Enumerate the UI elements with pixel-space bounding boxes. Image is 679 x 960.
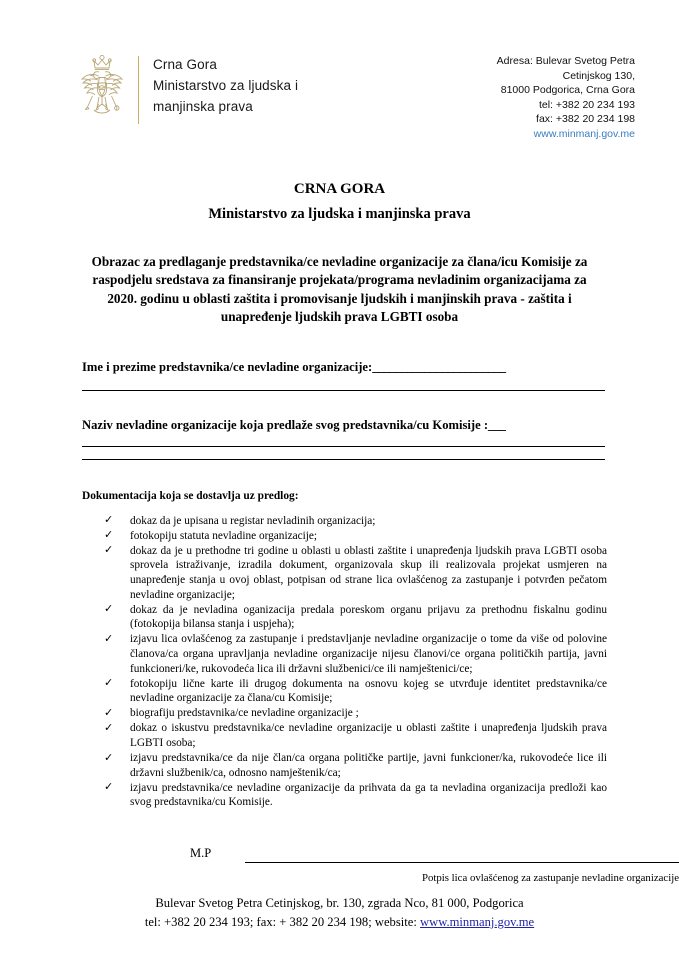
- representative-name-label: Ime i prezime predstavnika/ce nevladine organizacije:_______________________: [82, 359, 506, 374]
- footer-contact-line: [0, 913, 679, 932]
- list-item-text: dokaz da je upisana u registar nevladinih organizacija;: [130, 514, 376, 527]
- form-purpose-statement: Obrazac za predlaganje predstavnika/ce nevladine organizacije za člana/icu Komisije za raspodjelu sredstava za finansiranje projekata/programa nevladinim organizacijama za 2020. godinu u oblasti zaštita i promovisanje ljudskih i manjinskih prava - zaštita i unapređenje ljudskih prava LGBTI osoba: [91, 253, 588, 325]
- signature-area: [0, 844, 679, 898]
- contact-address-block: [497, 52, 635, 142]
- field-representative-name: [82, 359, 605, 391]
- list-item-text: izjavu predstavnika/ce nevladine organizacije da prihvata da ga ta nevladina organizacija predloži kao svog predstavnika/cu Komisije.: [130, 781, 607, 809]
- list-item-text: dokaz o iskustvu predstavnika/ce nevladine organizacije u oblasti zaštite i unapređenja ljudskih prava LGBTI osoba;: [130, 722, 607, 749]
- stamp-placeholder-label: M.P: [190, 845, 212, 860]
- list-item: [104, 721, 607, 750]
- organization-name-input[interactable]: ___: [488, 417, 506, 432]
- signature-line[interactable]: [245, 862, 679, 863]
- list-item-text: biografiju predstavnika/ce nevladine organizacije ;: [130, 707, 359, 720]
- check-icon: ✓: [104, 721, 114, 734]
- montenegro-coat-of-arms-icon: [76, 52, 128, 130]
- documentation-heading: Dokumentacija koja se dostavlja uz predlog:: [82, 489, 299, 502]
- list-item: [104, 751, 607, 780]
- list-item-text: izjavu predstavnika/ce da nije član/ca organa političke partije, javni funkcioner/ka, rukovodeće lice ili državni službenik/ca, odnosno namještenik/ca;: [130, 752, 607, 779]
- list-item-text: dokaz da je nevladina oganizacija predala poreskom organu prijavu za prethodnu fiskalnu godinu (fotokopija bilansa stanja i uspjeha);: [130, 603, 607, 631]
- brand-line-ministry-1: Ministarstvo za ljudska i: [153, 78, 299, 93]
- list-item: [104, 603, 607, 632]
- letterhead: [0, 0, 679, 142]
- footer-address-line: Bulevar Svetog Petra Cetinjskog, br. 130, zgrada Nco, 81 000, Podgorica: [155, 896, 524, 910]
- list-item: [104, 706, 607, 721]
- organization-name-label: Naziv nevladine organizacije koja predlaže svog predstavnika/cu Komisije :___: [82, 417, 506, 432]
- check-icon: ✓: [104, 677, 114, 690]
- check-icon: ✓: [104, 632, 114, 645]
- fax-line: fax: +382 20 234 198: [536, 113, 635, 126]
- header-website-link[interactable]: www.minmanj.gov.me: [533, 127, 635, 140]
- representative-name-input[interactable]: _______________________: [372, 359, 506, 374]
- list-item-text: dokaz da je u prethodne tri godine u oblasti u oblasti zaštite i unapređenja ljudskih prava LGBTI osoba sprovela istraživanje, izradila dokument, organizovala skup ili realizovala projekat usmjeren na unapređenje stanja u ovoj oblast, potpisan od strane lica ovlašćenog za zastupanje i potvrđen pečatom nevladine organizacije;: [130, 544, 607, 601]
- field-organization-name: [82, 417, 605, 460]
- check-icon: ✓: [104, 514, 114, 527]
- list-item: [104, 781, 607, 810]
- page-title-country: CRNA GORA: [293, 180, 386, 197]
- check-icon: ✓: [104, 706, 114, 719]
- address-line-3: 81000 Podgorica, Crna Gora: [500, 84, 635, 97]
- list-item-text: fotokopiju lične karte ili drugog dokumenta na osnovu kojeg se utvrđuje identitet predstavnika/ce nevladine organizacije za člana/cu Komisije;: [130, 677, 607, 705]
- check-icon: ✓: [104, 781, 114, 794]
- address-line-1: Adresa: Bulevar Svetog Petra: [496, 55, 635, 67]
- check-icon: ✓: [104, 544, 114, 557]
- list-item: [104, 677, 607, 706]
- telephone-line: tel: +382 20 234 193: [538, 98, 635, 111]
- list-item: [104, 632, 607, 676]
- list-item: [104, 529, 607, 544]
- page-footer: [0, 894, 679, 932]
- documentation-list: [0, 514, 679, 810]
- brand-divider: [138, 56, 139, 124]
- ministry-brand: [76, 52, 298, 130]
- check-icon: ✓: [104, 751, 114, 764]
- address-line-2: Cetinjskog 130,: [562, 69, 635, 82]
- form-fields: [0, 359, 679, 460]
- check-icon: ✓: [104, 603, 114, 616]
- footer-website-link[interactable]: www.minmanj.gov.me: [420, 915, 535, 929]
- list-item: [104, 514, 607, 529]
- representative-name-rule[interactable]: [82, 390, 605, 391]
- organization-name-rule-2[interactable]: [82, 459, 605, 460]
- signature-caption: Potpis lica ovlašćenog za zastupanje nevladine organizacije: [421, 871, 679, 884]
- brand-line-country: Crna Gora: [153, 57, 217, 72]
- check-icon: ✓: [104, 529, 114, 542]
- brand-line-ministry-2: manjinska prava: [153, 99, 253, 114]
- organization-name-rule-1[interactable]: [82, 446, 605, 447]
- list-item: [104, 544, 607, 602]
- footer-contact-text: tel: +382 20 234 193; fax: + 382 20 234 198; website:: [144, 915, 420, 929]
- ministry-name-block: [153, 52, 298, 130]
- list-item-text: fotokopiju statuta nevladine organizacije;: [130, 529, 318, 542]
- list-item-text: izjavu lica ovlašćenog za zastupanje i predstavljanje nevladine organizacije o tome da više od polovine članova/ca organa upravljanja nevladine organizacije nijesu članovi/ce organa političkih partija, javni funkcioneri/ke, rukovodeća lica ili državni službenici/ce ili namještenici/ce;: [130, 633, 607, 675]
- page-title-ministry: Ministarstvo za ljudska i manjinska prava: [208, 205, 471, 222]
